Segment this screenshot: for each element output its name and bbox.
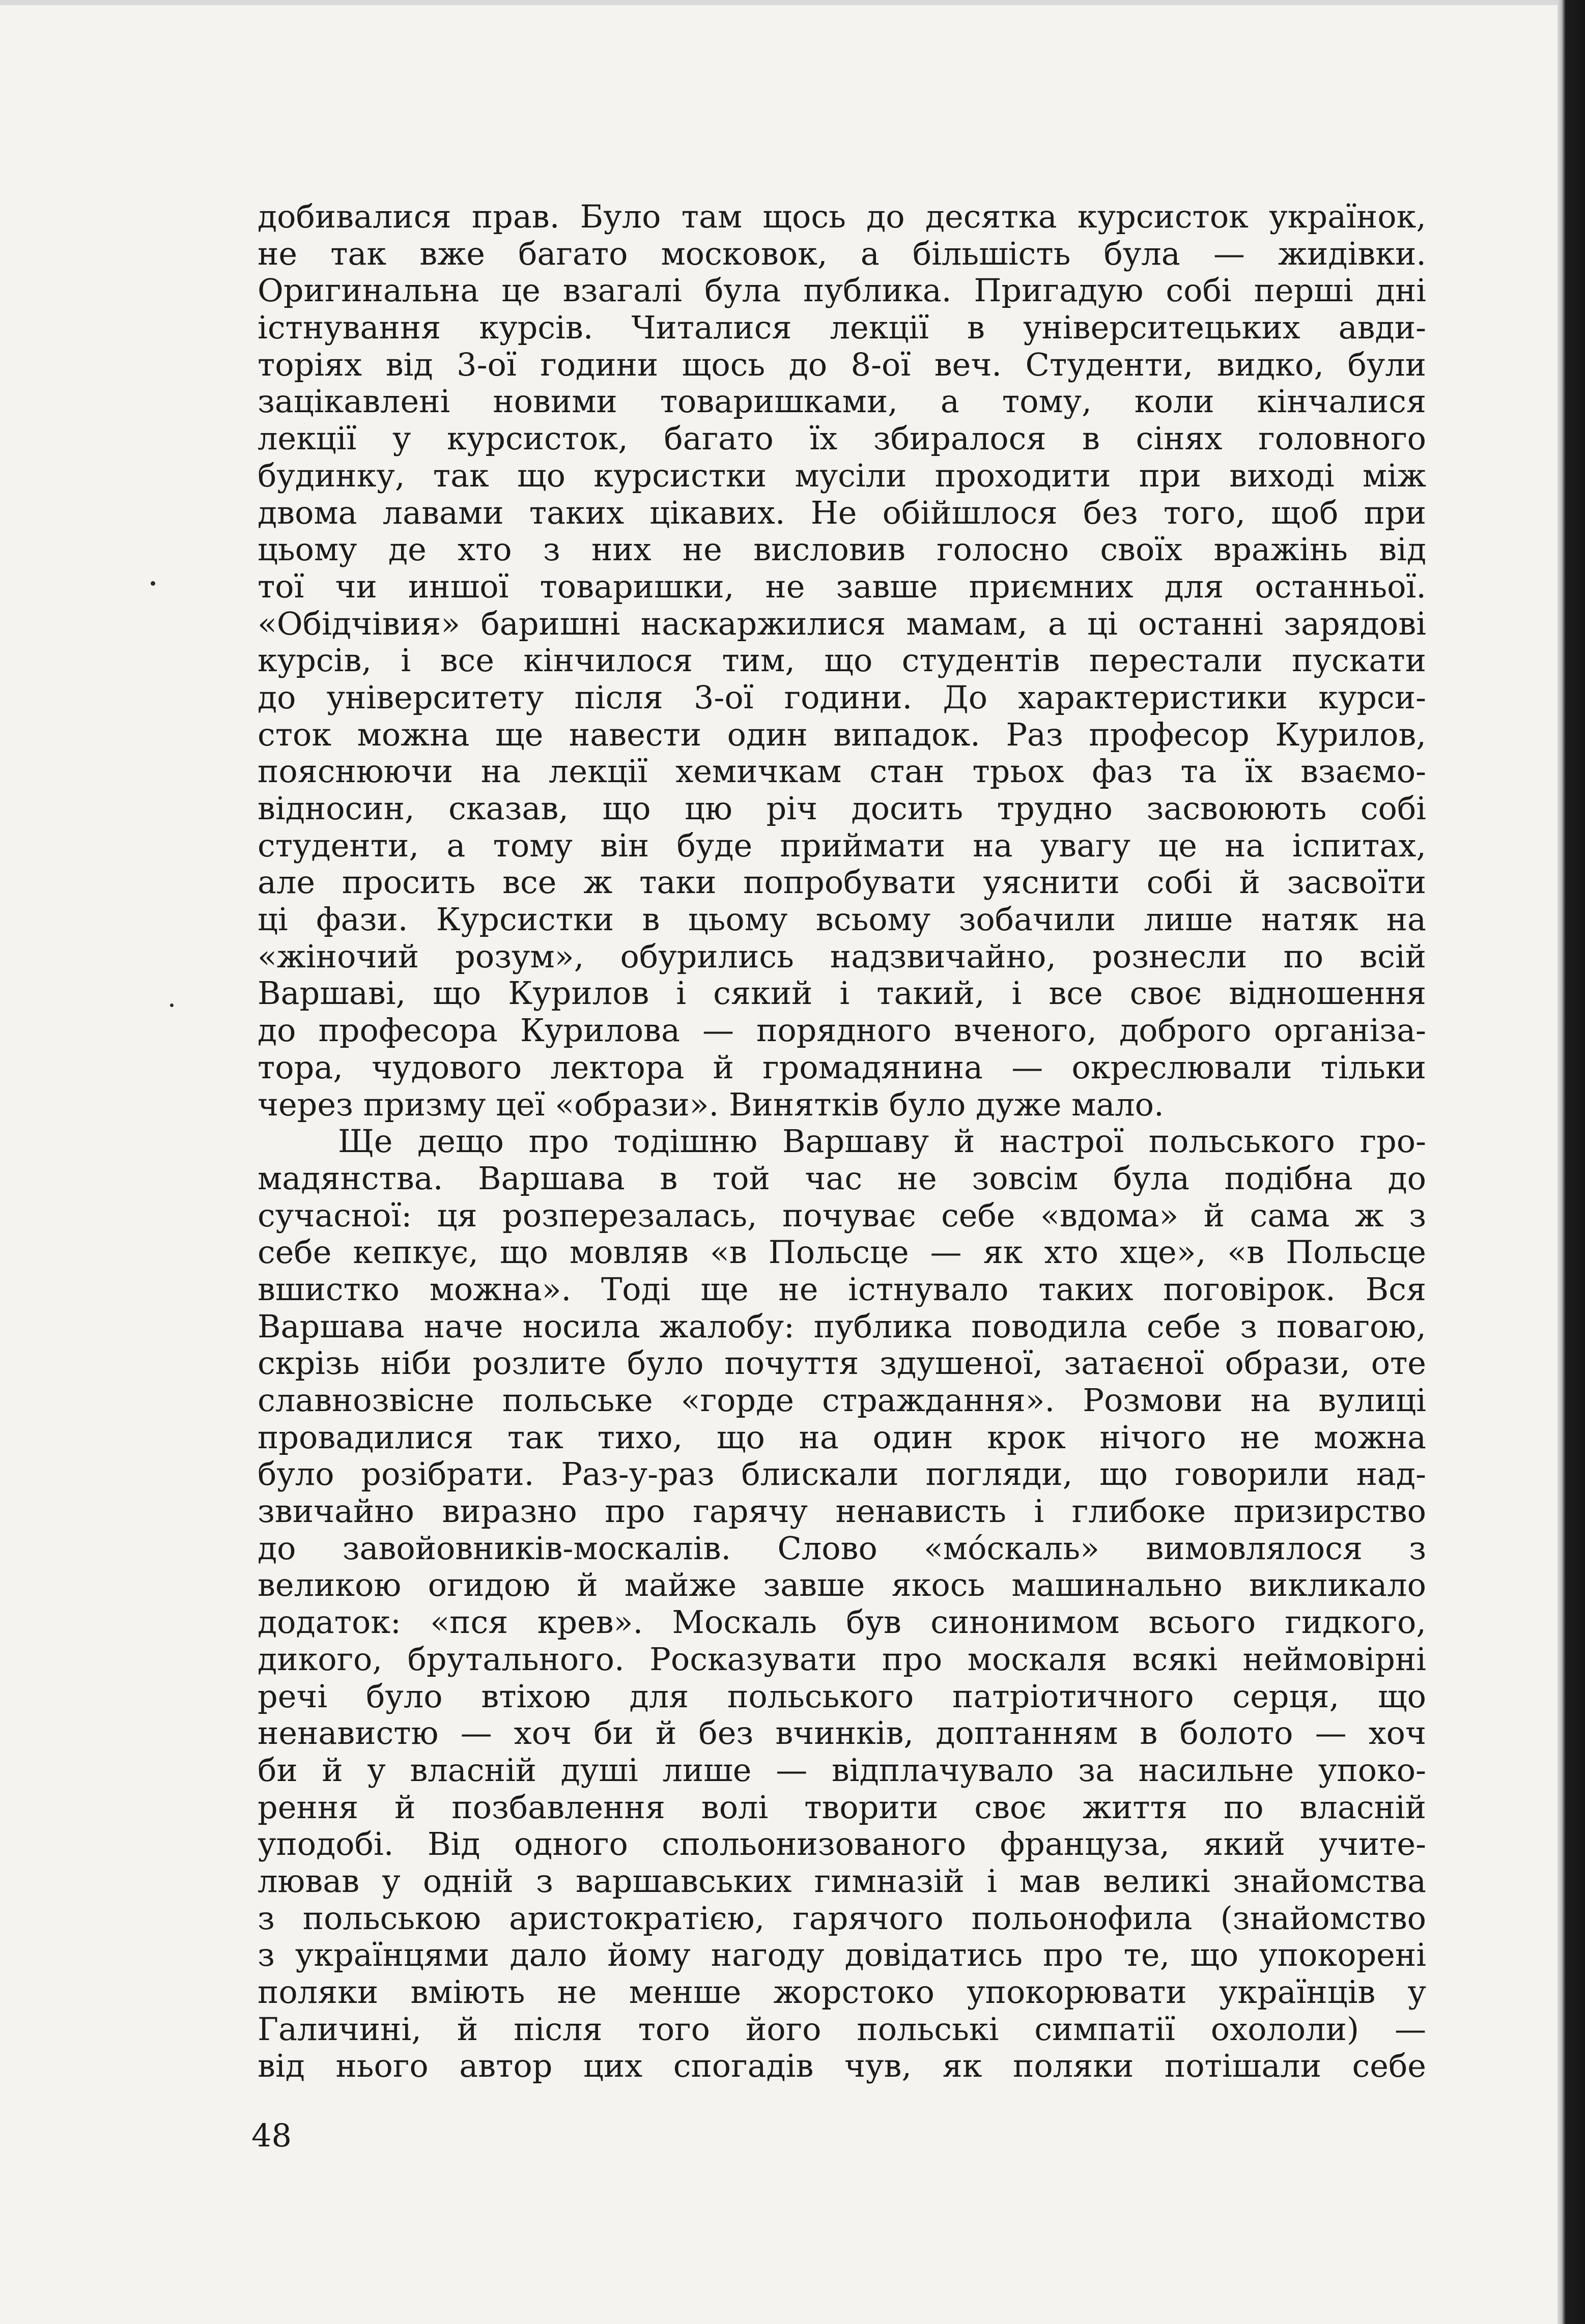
- text-line: Галичині, й після того його польські симпатії охололи) —: [258, 2010, 1426, 2048]
- text-line: би й у власній душі лише — відплачувало за насильне упоко-: [258, 1751, 1426, 1789]
- text-line: з українцями дало йому нагоду довідатись про те, що упокорені: [258, 1936, 1426, 1974]
- scan-speck: [151, 581, 155, 586]
- text-line: ці фази. Курсистки в цьому всьому зобачили лише натяк на: [258, 901, 1426, 938]
- scan-speck: [170, 1003, 174, 1007]
- text-line: відносин, сказав, що цю річ досить трудно засвоюють собі: [258, 790, 1426, 827]
- text-line: речі було втіхою для польського патріотичного серця, що: [258, 1677, 1426, 1715]
- text-line: з польською аристократією, гарячого польонофила (знайомство: [258, 1899, 1426, 1937]
- text-line: Ще дещо про тодішню Варшаву й настрої польського гро-: [338, 1123, 1426, 1160]
- text-line: добивалися прав. Було там щось до десятка курсисток українок,: [258, 198, 1426, 235]
- paragraph: [258, 198, 1426, 1123]
- text-line: Оригинальна це взагалі була публика. Пригадую собі перші дні: [258, 272, 1426, 309]
- text-line: істнування курсів. Читалися лекції в університецьких авди-: [258, 309, 1426, 347]
- text-line: торіях від 3-ої години щось до 8-ої веч. Студенти, видко, були: [258, 346, 1426, 383]
- text-line: лював у одній з варшавських гимназій і мав великі знайомства: [258, 1862, 1426, 1900]
- text-line: не так вже багато московок, а більшість була — жидівки.: [258, 235, 1426, 272]
- text-line: через призму цеї «образи». Винятків було дуже мало.: [258, 1085, 1164, 1123]
- text-line: до професора Курилова — порядного вченого, доброго організа-: [258, 1012, 1426, 1049]
- body-text: [258, 198, 1426, 2085]
- text-line: звичайно виразно про гарячу ненависть і глибоке призирство: [258, 1493, 1426, 1530]
- text-line: пояснюючи на лекції хемичкам стан трьох фаз та їх взаємо-: [258, 753, 1426, 790]
- text-line: додаток: «пся крев». Москаль був синонимом всього гидкого,: [258, 1603, 1426, 1641]
- text-line: тора, чудового лектора й громадянина — окреслювали тільки: [258, 1048, 1426, 1086]
- text-line: великою огидою й майже завше якось машинально викликало: [258, 1566, 1426, 1604]
- text-line: тої чи иншої товаришки, не завше приємних для останньої.: [258, 567, 1426, 605]
- text-line: будинку, так що курсистки мусіли проходити при виході між: [258, 456, 1426, 494]
- text-line: до завойовників-москалів. Слово «мóскаль» вимовлялося з: [258, 1529, 1426, 1567]
- text-line: двома лавами таких цікавих. Не обійшлося без того, щоб при: [258, 494, 1426, 531]
- text-line: Варшаві, що Курилов і сякий і такий, і все своє відношення: [258, 974, 1426, 1012]
- text-line: Варшава наче носила жалобу: публика поводила себе з повагою,: [258, 1307, 1426, 1345]
- text-line: ненавистю — хоч би й без вчинків, доптанням в болото — хоч: [258, 1714, 1426, 1752]
- text-line: сучасної: ця розперезалась, почуває себе «вдома» й сама ж з: [258, 1196, 1426, 1234]
- text-line: славнозвісне польське «горде страждання». Розмови на вулиці: [258, 1382, 1426, 1419]
- text-line: сток можна ще навести один випадок. Раз професор Курилов,: [258, 715, 1426, 753]
- text-line: уподобі. Від одного спольонизованого француза, який учите-: [258, 1825, 1426, 1863]
- text-line: від нього автор цих спогадів чув, як поляки потішали себе: [258, 2047, 1426, 2085]
- text-line: «Обідчівия» баришні наскаржилися мамам, а ці останні зарядові: [258, 605, 1426, 642]
- text-line: лекції у курсисток, багато їх збиралося в сінях головного: [258, 420, 1426, 457]
- text-line: «жіночий розум», обурились надзвичайно, рознесли по всій: [258, 937, 1426, 975]
- page-number: 48: [251, 2117, 292, 2154]
- paragraph: [258, 1123, 1426, 2085]
- scan-edge: [1558, 0, 1585, 2324]
- text-line: цьому де хто з них не висловив голосно своїх вражінь від: [258, 531, 1426, 568]
- text-line: але просить все ж таки попробувати уяснити собі й засвоїти: [258, 864, 1426, 901]
- text-line: рення й позбавлення волі творити своє життя по власній: [258, 1788, 1426, 1826]
- text-line: дикого, брутального. Росказувати про москаля всякі неймовірні: [258, 1640, 1426, 1678]
- text-line: до університету після 3-ої години. До характеристики курси-: [258, 678, 1426, 716]
- text-line: провадилися так тихо, що на один крок нічого не можна: [258, 1418, 1426, 1456]
- text-line: скрізь ніби розлите було почуття здушеної, затаєної образи, оте: [258, 1344, 1426, 1382]
- text-line: себе кепкує, що мовляв «в Польсце — як хто хце», «в Польсце: [258, 1233, 1426, 1271]
- text-line: зацікавлені новими товаришками, а тому, коли кінчалися: [258, 383, 1426, 420]
- text-line: поляки вміють не менше жорстоко упокорювати українців у: [258, 1973, 1426, 2011]
- text-line: студенти, а тому він буде приймати на увагу це на іспитах,: [258, 826, 1426, 864]
- text-line: вшистко можна». Тоді ще не істнувало таких поговірок. Вся: [258, 1270, 1426, 1308]
- text-line: було розібрати. Раз-у-раз блискали погляди, що говорили над-: [258, 1455, 1426, 1493]
- text-line: мадянства. Варшава в той час не зовсім була подібна до: [258, 1159, 1426, 1197]
- text-line: курсів, і все кінчилося тим, що студентів перестали пускати: [258, 642, 1426, 679]
